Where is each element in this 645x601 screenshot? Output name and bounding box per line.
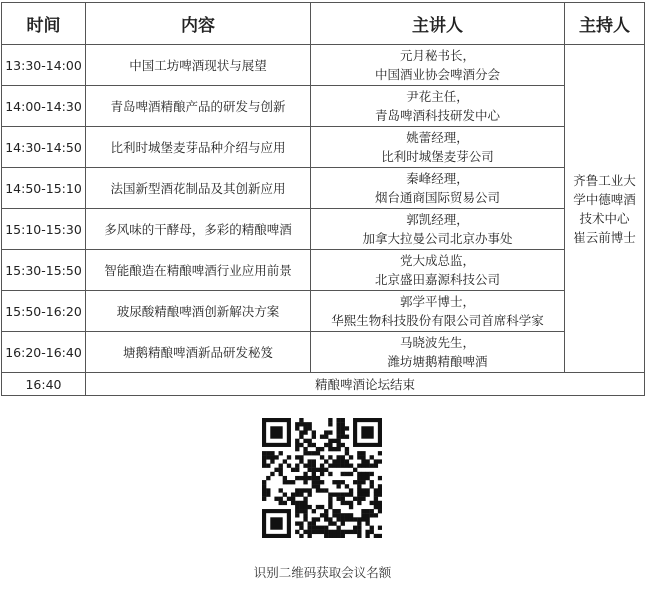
table-row bbox=[2, 291, 645, 332]
session-speaker bbox=[311, 127, 565, 168]
speaker-name: 郭凯经理， bbox=[406, 212, 469, 227]
speaker-org: 烟台通商国际贸易公司 bbox=[374, 190, 500, 205]
header-speaker: 主讲人 bbox=[311, 3, 565, 45]
table-row bbox=[2, 168, 645, 209]
host-line: 技术中心 bbox=[579, 210, 630, 226]
speaker-org: 比利时城堡麦芽公司 bbox=[381, 149, 494, 164]
speaker-name: 姚蕾经理， bbox=[406, 130, 469, 145]
session-topic: 玻尿酸精酿啤酒创新解决方案 bbox=[86, 291, 311, 332]
host-cell bbox=[565, 45, 645, 373]
speaker-org: 加拿大拉曼公司北京办事处 bbox=[362, 231, 513, 246]
table-row bbox=[2, 127, 645, 168]
session-time: 14:00-14:30 bbox=[2, 86, 86, 127]
host-line: 崔云前博士 bbox=[573, 229, 636, 245]
table-row bbox=[2, 45, 645, 86]
speaker-name: 马晓波先生， bbox=[399, 335, 475, 350]
session-topic: 智能酿造在精酿啤酒行业应用前景 bbox=[86, 250, 311, 291]
session-time: 16:20-16:40 bbox=[2, 332, 86, 373]
speaker-org: 青岛啤酒科技研发中心 bbox=[374, 108, 500, 123]
schedule-table bbox=[1, 2, 645, 396]
speaker-name: 元月秘书长， bbox=[399, 48, 475, 63]
session-time: 15:30-15:50 bbox=[2, 250, 86, 291]
host-line: 学中德啤酒 bbox=[573, 191, 636, 207]
table-row bbox=[2, 86, 645, 127]
qr-code-icon[interactable] bbox=[262, 418, 382, 538]
session-topic: 法国新型酒花制品及其创新应用 bbox=[86, 168, 311, 209]
session-speaker bbox=[311, 168, 565, 209]
speaker-org: 华熙生物科技股份有限公司首席科学家 bbox=[331, 313, 544, 328]
speaker-name: 秦峰经理， bbox=[406, 171, 469, 186]
speaker-org: 中国酒业协会啤酒分会 bbox=[374, 67, 500, 82]
session-speaker bbox=[311, 209, 565, 250]
session-topic: 青岛啤酒精酿产品的研发与创新 bbox=[86, 86, 311, 127]
table-row bbox=[2, 332, 645, 373]
speaker-org: 潍坊塘鹅精酿啤酒 bbox=[387, 354, 488, 369]
session-speaker bbox=[311, 250, 565, 291]
header-host: 主持人 bbox=[565, 3, 645, 45]
header-topic: 内容 bbox=[86, 3, 311, 45]
session-time: 15:10-15:30 bbox=[2, 209, 86, 250]
session-topic: 塘鹅精酿啤酒新品研发秘笈 bbox=[86, 332, 311, 373]
session-speaker bbox=[311, 291, 565, 332]
host-line: 齐鲁工业大 bbox=[573, 172, 636, 188]
session-speaker bbox=[311, 45, 565, 86]
table-row bbox=[2, 250, 645, 291]
closing-time: 16:40 bbox=[2, 373, 86, 396]
session-time: 15:50-16:20 bbox=[2, 291, 86, 332]
closing-text: 精酿啤酒论坛结束 bbox=[86, 373, 645, 396]
speaker-name: 郭学平博士， bbox=[399, 294, 475, 309]
closing-row bbox=[2, 373, 645, 396]
session-topic: 中国工坊啤酒现状与展望 bbox=[86, 45, 311, 86]
session-time: 14:50-15:10 bbox=[2, 168, 86, 209]
session-speaker bbox=[311, 86, 565, 127]
session-speaker bbox=[311, 332, 565, 373]
qr-code-image bbox=[262, 418, 382, 538]
header-row bbox=[2, 3, 645, 45]
table-row bbox=[2, 209, 645, 250]
qr-caption: 识别二维码获取会议名额 bbox=[253, 565, 392, 580]
speaker-name: 党大成总监， bbox=[399, 253, 475, 268]
speaker-name: 尹花主任， bbox=[406, 89, 469, 104]
speaker-org: 北京盛田嘉源科技公司 bbox=[374, 272, 500, 287]
header-time: 时间 bbox=[2, 3, 86, 45]
session-time: 13:30-14:00 bbox=[2, 45, 86, 86]
session-time: 14:30-14:50 bbox=[2, 127, 86, 168]
session-topic: 比利时城堡麦芽品种介绍与应用 bbox=[86, 127, 311, 168]
session-topic: 多风味的干酵母，多彩的精酿啤酒 bbox=[86, 209, 311, 250]
